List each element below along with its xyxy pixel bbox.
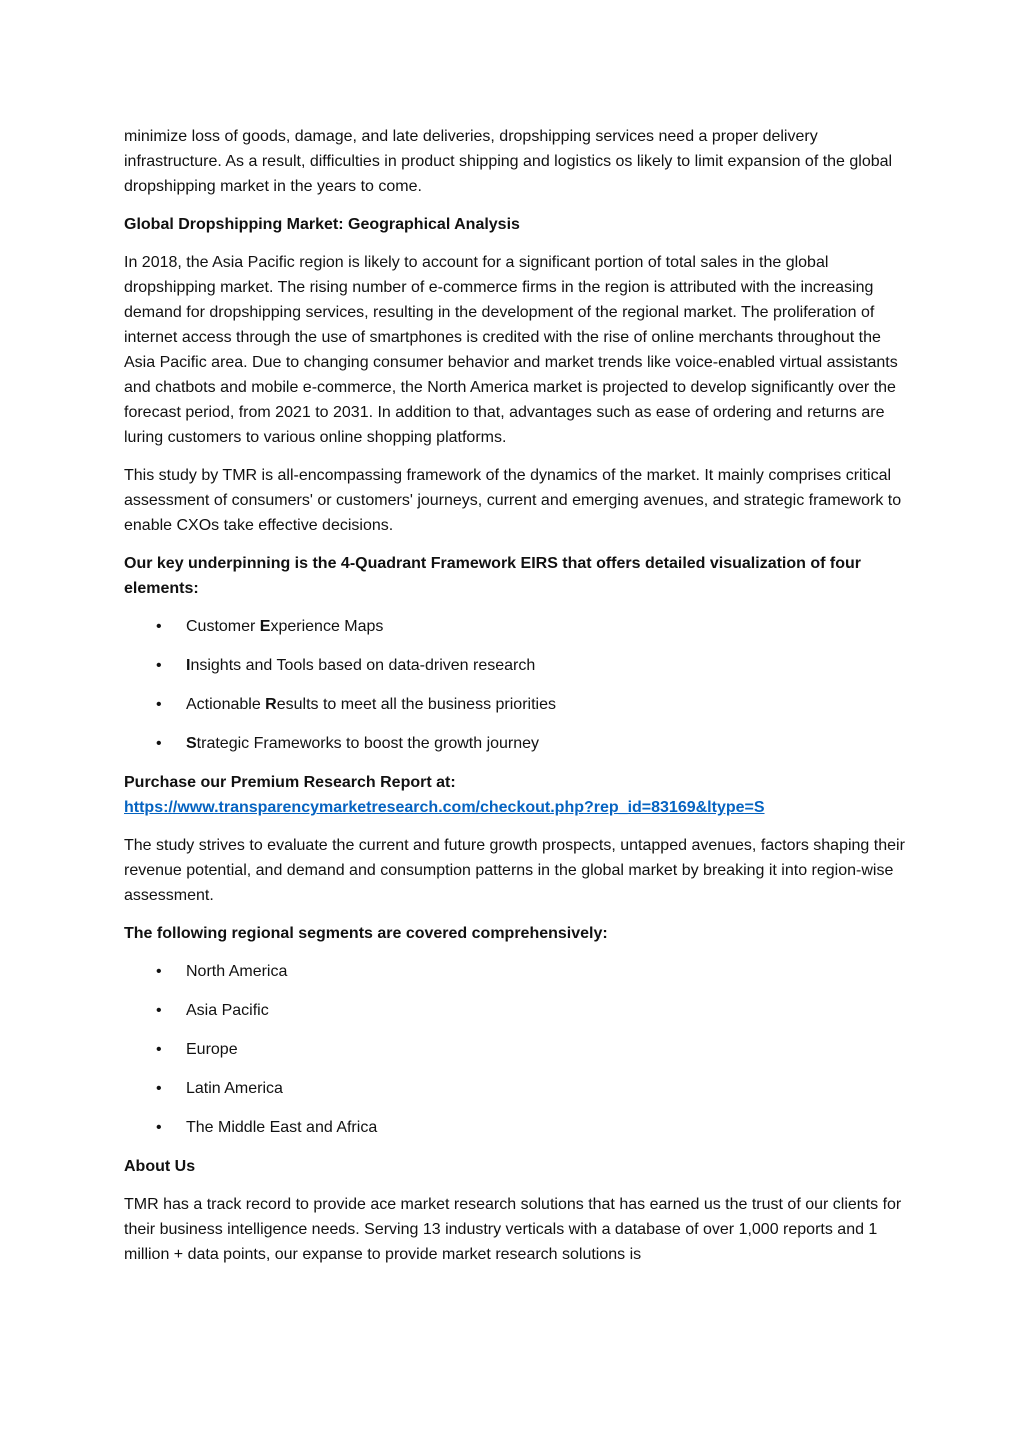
geo-heading: Global Dropshipping Market: Geographical Analysis — [124, 216, 520, 233]
about-paragraph: TMR has a track record to provide ace market research solutions that has earned us the trust of our clients for their business intelligence needs. Serving 13 industry verticals with a database of over 1,000 reports and 1 million + data points, our expanse to provide market research solutions is — [124, 1196, 902, 1263]
list-item: • Latin America — [124, 1076, 914, 1101]
list-item: • Actionable Results to meet all the business priorities — [124, 692, 914, 717]
list-item: • The Middle East and Africa — [124, 1115, 914, 1140]
purchase-label: Purchase our Premium Research Report at: — [124, 774, 456, 791]
geo-paragraph: In 2018, the Asia Pacific region is likely to account for a significant portion of total sales in the global dropshipping market. The rising number of e-commerce firms in the region is attributed with the increasing demand for dropshipping services, resulting in the development of the regional market. The proliferation of internet access through the use of smartphones is credited with the rise of online merchants throughout the Asia Pacific area. Due to changing consumer behavior and market trends like voice-enabled virtual assistants and chatbots and mobile e-commerce, the North America market is projected to develop significantly over the forecast period, from 2021 to 2031. In addition to that, advantages such as ease of ordering and returns are luring customers to various online shopping platforms. — [124, 254, 898, 446]
list-item: • Europe — [124, 1037, 914, 1062]
study-paragraph: This study by TMR is all-encompassing framework of the dynamics of the market. It mainly comprises critical assessment of consumers' or customers' journeys, current and emerging avenues, and strategic framework to enable CXOs take effective decisions. — [124, 467, 902, 534]
list-item: • North America — [124, 959, 914, 984]
regions-heading: The following regional segments are covered comprehensively: — [124, 925, 608, 942]
bullet-icon: • — [156, 696, 162, 713]
bullet-icon: • — [156, 1041, 162, 1058]
purchase-block — [124, 770, 914, 820]
about-heading: About Us — [124, 1158, 196, 1175]
purchase-link[interactable]: https://www.transparencymarketresearch.com/checkout.php?rep_id=83169&ltype=S — [124, 799, 765, 816]
bullet-icon: • — [156, 1119, 162, 1136]
list-item: • Customer Experience Maps — [124, 614, 914, 639]
bullet-icon: • — [156, 618, 162, 635]
framework-heading: Our key underpinning is the 4-Quadrant Framework EIRS that offers detailed visualization of four elements: — [124, 555, 861, 597]
framework-list — [124, 614, 914, 756]
strives-paragraph: The study strives to evaluate the current and future growth prospects, untapped avenues, factors shaping their revenue potential, and demand and consumption patterns in the global market by breaking it into region-wise assessment. — [124, 837, 905, 904]
intro-paragraph: minimize loss of goods, damage, and late deliveries, dropshipping services need a proper delivery infrastructure. As a result, difficulties in product shipping and logistics os likely to limit expansion of the global dropshipping market in the years to come. — [124, 128, 893, 195]
list-item: • Strategic Frameworks to boost the growth journey — [124, 731, 914, 756]
bullet-icon: • — [156, 1080, 162, 1097]
bullet-icon: • — [156, 963, 162, 980]
bullet-icon: • — [156, 657, 162, 674]
bullet-icon: • — [156, 1002, 162, 1019]
list-item: • Asia Pacific — [124, 998, 914, 1023]
list-item: • Insights and Tools based on data-driven research — [124, 653, 914, 678]
regions-list — [124, 959, 914, 1140]
bullet-icon: • — [156, 735, 162, 752]
document-page — [124, 124, 914, 1280]
